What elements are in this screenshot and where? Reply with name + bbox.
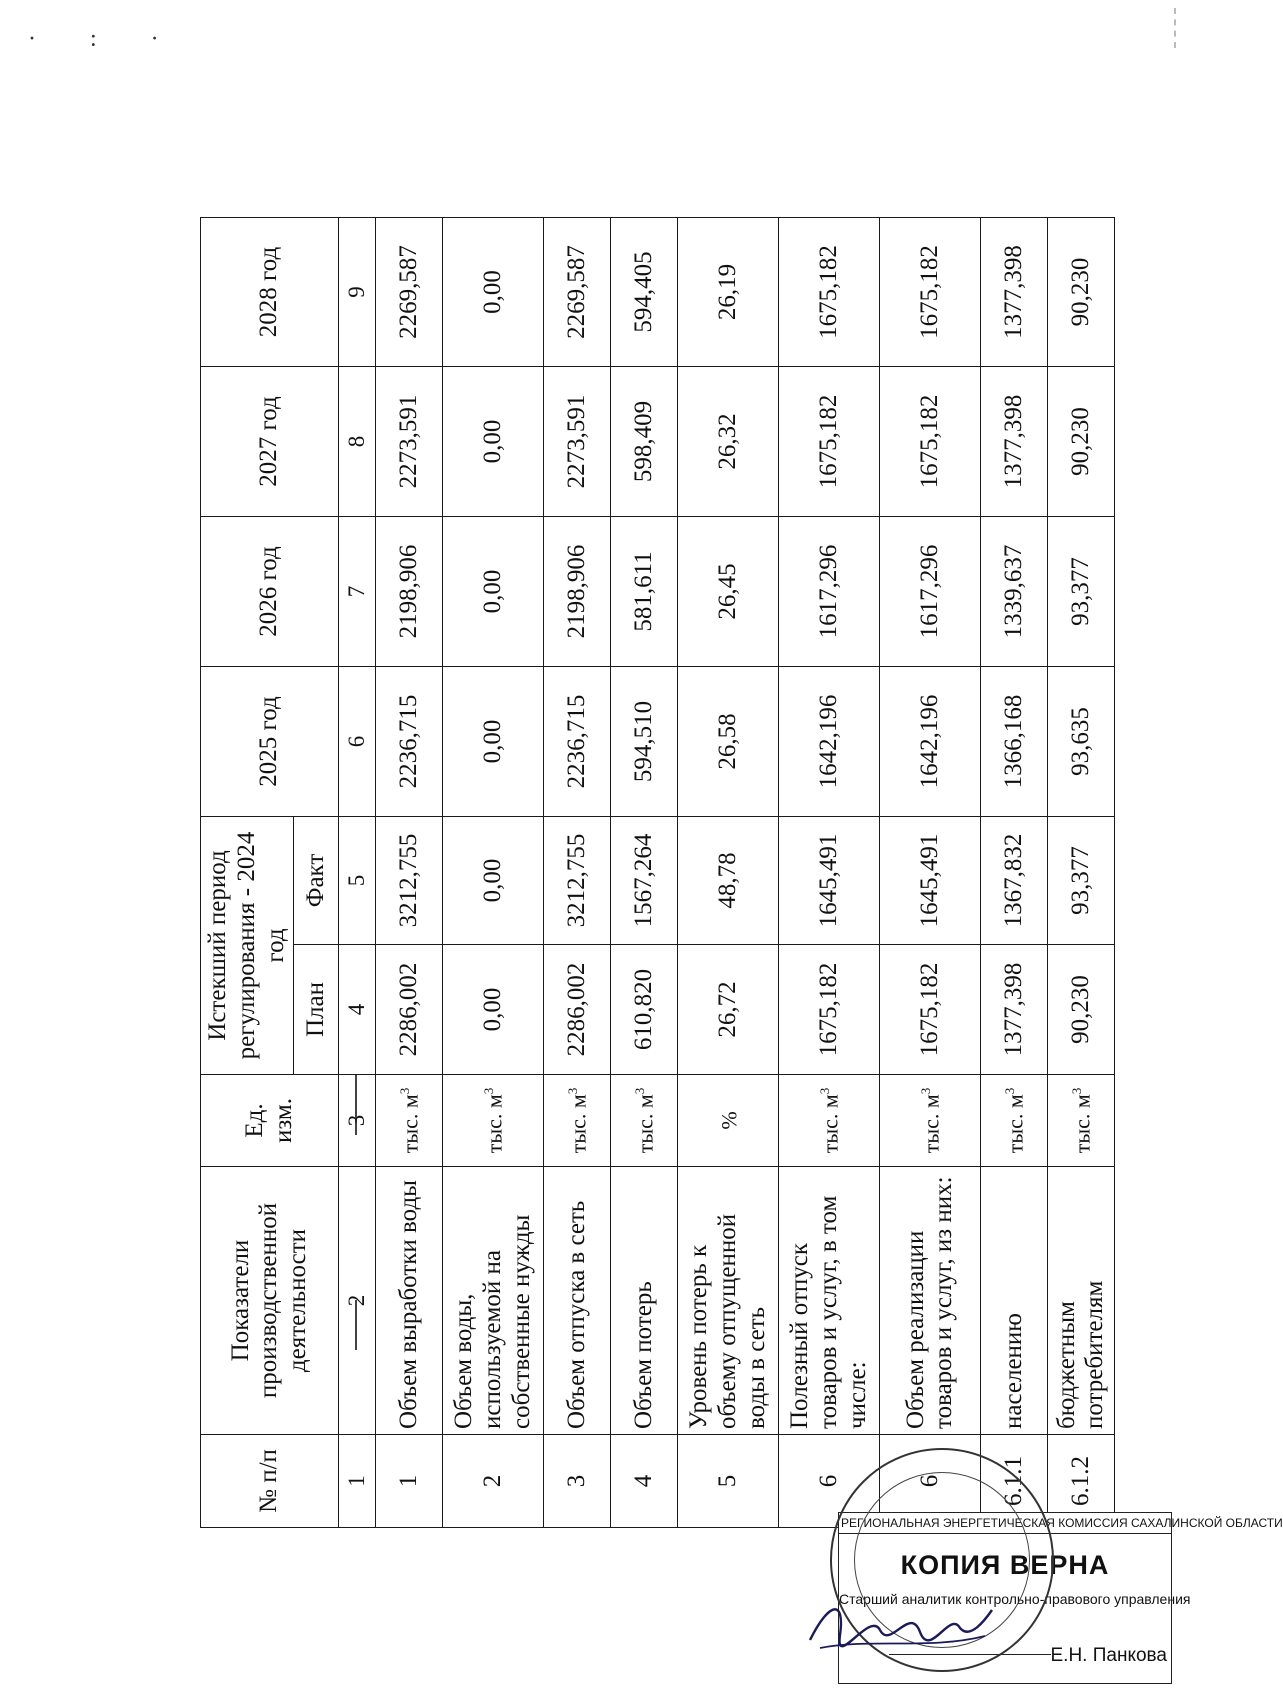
row-2025: 1642,196 [880,666,981,816]
column-number: 2 [339,1167,376,1435]
row-indicator: бюджетным потребителям [1048,1167,1115,1435]
column-number: 9 [339,217,376,366]
row-2026: 1339,637 [981,516,1048,666]
row-2025: 26,58 [678,666,779,816]
row-plan-2024: 1675,182 [880,945,981,1075]
scan-edge-mark [1174,8,1176,48]
column-number: 7 [339,516,376,666]
row-number: 3 [544,1435,611,1528]
row-2026: 1617,296 [779,516,880,666]
row-indicator: Объем выработки воды [376,1167,443,1435]
row-2028: 1675,182 [880,217,981,366]
table-row [544,217,611,1527]
row-2027: 1675,182 [779,366,880,516]
row-indicator: Объем воды, используемой на собственные нужды [443,1167,544,1435]
stamp-organization: РЕГИОНАЛЬНАЯ ЭНЕРГЕТИЧЕСКАЯ КОМИССИЯ САХАЛИНСКОЙ ОБЛАСТИ [839,1513,1171,1534]
row-fact-2024: 48,78 [678,816,779,944]
row-unit: тыс. $м^3$ [779,1075,880,1167]
column-number: 1 [339,1435,376,1528]
row-2025: 594,510 [611,666,678,816]
row-2025: 1642,196 [779,666,880,816]
row-2025: 0,00 [443,666,544,816]
row-fact-2024: 1645,491 [880,816,981,944]
row-fact-2024: 1645,491 [779,816,880,944]
row-2025: 1366,168 [981,666,1048,816]
row-number: 6.1.2 [1048,1435,1115,1528]
column-number: 3 [339,1075,376,1167]
row-2028: 26,19 [678,217,779,366]
row-number: 6 [880,1435,981,1528]
row-number: 6.1.1 [981,1435,1048,1528]
row-number: 5 [678,1435,779,1528]
row-number: 6 [779,1435,880,1528]
row-2027: 2273,591 [544,366,611,516]
row-2027: 1675,182 [880,366,981,516]
row-2026: 26,45 [678,516,779,666]
row-fact-2024: 1567,264 [611,816,678,944]
row-2028: 0,00 [443,217,544,366]
header-2026: 2026 год [201,516,339,666]
row-unit: тыс. $м^3$ [443,1075,544,1167]
scan-specks: · : · [28,26,183,52]
row-2026: 581,611 [611,516,678,666]
row-unit: тыс. $м^3$ [880,1075,981,1167]
row-2026: 2198,906 [376,516,443,666]
handwritten-signature [800,1590,1000,1660]
row-2025: 2236,715 [376,666,443,816]
row-plan-2024: 1377,398 [981,945,1048,1075]
header-2025: 2025 год [201,666,339,816]
header-plan: План [294,945,339,1075]
column-number-row [339,217,376,1527]
row-indicator: Объем отпуска в сеть [544,1167,611,1435]
stamp-signatory-name: Е.Н. Панкова [1050,1645,1167,1666]
column-number: 8 [339,366,376,516]
table-row [880,217,981,1527]
header-unit: Ед. изм. [201,1075,339,1167]
stamp-position: Старший аналитик контрольно-правового управления [839,1591,1191,1607]
table-row [779,217,880,1527]
row-plan-2024: 610,820 [611,945,678,1075]
row-unit: % [678,1075,779,1167]
table-row [376,217,443,1527]
row-2026: 93,377 [1048,516,1115,666]
row-unit: тыс. $м^3$ [544,1075,611,1167]
row-unit: тыс. $м^3$ [611,1075,678,1167]
table-row [611,217,678,1527]
row-fact-2024: 93,377 [1048,816,1115,944]
row-2026: 2198,906 [544,516,611,666]
header-no: № п/п [201,1435,339,1528]
row-plan-2024: 26,72 [678,945,779,1075]
row-plan-2024: 2286,002 [544,945,611,1075]
row-plan-2024: 0,00 [443,945,544,1075]
header-2028: 2028 год [201,217,339,366]
header-indicator: Показатели производственной деятельности [201,1167,339,1435]
row-number: 4 [611,1435,678,1528]
row-plan-2024: 1675,182 [779,945,880,1075]
row-2028: 1377,398 [981,217,1048,366]
header-past-period: Истекший период регулирования - 2024 год [201,816,294,1074]
row-2026: 0,00 [443,516,544,666]
table-row [678,217,779,1527]
row-2028: 2269,587 [544,217,611,366]
production-indicators-table [200,217,1115,1528]
row-2028: 594,405 [611,217,678,366]
row-plan-2024: 2286,002 [376,945,443,1075]
row-2025: 2236,715 [544,666,611,816]
row-indicator: Полезный отпуск товаров и услуг, в том числе: [779,1167,880,1435]
row-2028: 2269,587 [376,217,443,366]
header-2027: 2027 год [201,366,339,516]
row-fact-2024: 3212,755 [544,816,611,944]
row-unit: тыс. $м^3$ [981,1075,1048,1167]
row-2025: 93,635 [1048,666,1115,816]
row-2027: 598,409 [611,366,678,516]
row-unit: тыс. $м^3$ [1048,1075,1115,1167]
row-2027: 26,32 [678,366,779,516]
row-indicator: Уровень потерь к объему отпущенной воды в сеть [678,1167,779,1435]
row-fact-2024: 0,00 [443,816,544,944]
row-fact-2024: 1367,832 [981,816,1048,944]
row-2026: 1617,296 [880,516,981,666]
row-number: 2 [443,1435,544,1528]
row-number: 1 [376,1435,443,1528]
row-2028: 1675,182 [779,217,880,366]
column-number: 5 [339,816,376,944]
column-number: 4 [339,945,376,1075]
row-indicator: Объем потерь [611,1167,678,1435]
row-2027: 1377,398 [981,366,1048,516]
row-2027: 90,230 [1048,366,1115,516]
header-fact: Факт [294,816,339,944]
table-row [1048,217,1115,1527]
row-2027: 0,00 [443,366,544,516]
row-indicator: населению [981,1167,1048,1435]
row-2027: 2273,591 [376,366,443,516]
table-row [981,217,1048,1527]
table-row [443,217,544,1527]
row-plan-2024: 90,230 [1048,945,1115,1075]
row-2028: 90,230 [1048,217,1115,366]
column-number: 6 [339,666,376,816]
stamp-heading: КОПИЯ ВЕРНА [900,1550,1110,1580]
row-unit: тыс. $м^3$ [376,1075,443,1167]
row-fact-2024: 3212,755 [376,816,443,944]
row-indicator: Объем реализации товаров и услуг, из них: [880,1167,981,1435]
